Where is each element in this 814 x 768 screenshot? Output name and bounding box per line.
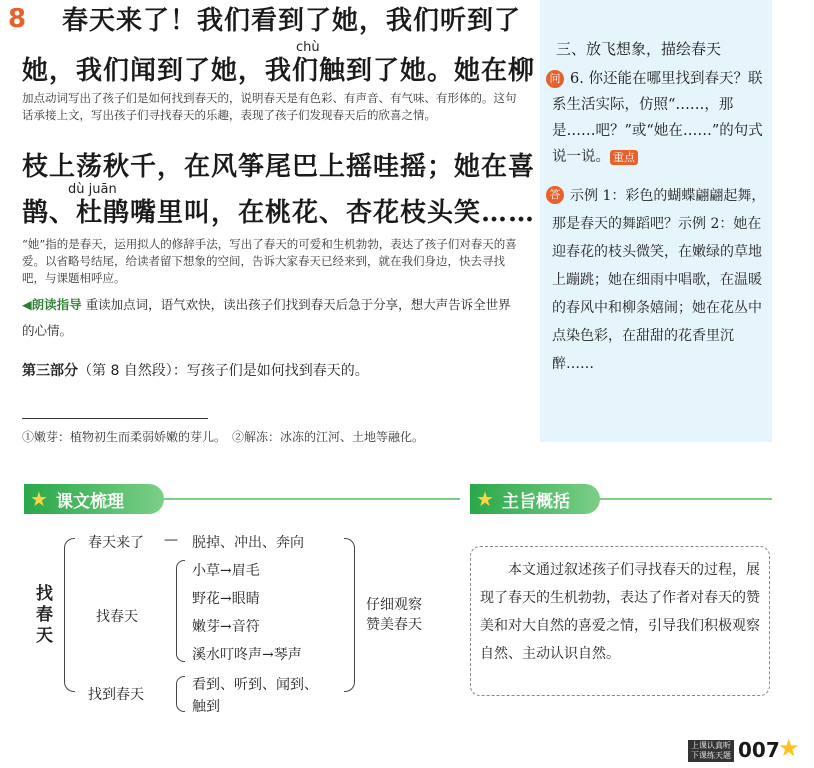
footer-slogan-1: 上课认真听 <box>691 741 731 750</box>
question-text <box>552 66 768 170</box>
pinyin-dujuan: dù juān <box>68 182 117 197</box>
annotation-1: 加点动词写出了孩子们是如何找到春天的，说明春天是有色彩、有声音、有气味、有形体的。这句话承接上文，写出孩子们寻找春天的乐趣，表现了孩子们发现春天后的欣喜之情。 <box>22 91 517 122</box>
footnote: ①嫩芽：植物初生而柔弱娇嫩的芽儿。 ②解冻：冰冻的江河、土地等融化。 <box>22 430 425 444</box>
section-divider-2 <box>596 498 772 500</box>
main-line-3: 枝上荡秋千，在风筝尾巴上摇哇摇；她在喜 <box>22 152 536 182</box>
question-icon: 问 <box>546 70 564 88</box>
leaf-2: 小草→眉毛 <box>192 563 260 579</box>
leaf-4: 嫩芽→音符 <box>192 619 260 635</box>
outline-root: 找春天 <box>32 584 52 647</box>
summary-header-label: 主旨概括 <box>502 491 570 512</box>
reading-guide-text: 重读加点词，语气欢快，读出孩子们找到春天后急于分享，想大声告诉全世界的心情。 <box>22 297 511 338</box>
conclusion-1: 仔细观察 <box>366 597 422 613</box>
main-line-1: 春天来了！我们看到了她，我们听到了 <box>62 6 522 36</box>
outline-header-label: 课文梳理 <box>56 491 124 512</box>
reading-guide <box>22 292 522 344</box>
star-icon: ★ <box>476 487 494 511</box>
part3-heading <box>22 360 369 380</box>
main-line-2: 她，我们闻到了她，我们触到了她。她在柳 <box>22 56 536 86</box>
part3-paren: （第 8 自然段） <box>78 363 173 379</box>
main-line-4: 鹊、杜鹃嘴里叫，在桃花、杏花枝头笑…… <box>22 198 536 228</box>
leaf-6: 看到、听到、闻到、 <box>192 677 318 693</box>
footer-slogan-2: 下课练天题 <box>691 751 731 760</box>
page-number: 007 <box>738 738 780 762</box>
leaf-5: 溪水叮咚声→琴声 <box>192 647 302 663</box>
node-spring-came: 春天来了 <box>88 535 144 551</box>
speaker-icon: ◀ <box>22 297 32 312</box>
conclusion-brace <box>344 538 355 692</box>
answer-text: 示例 1：彩色的蝴蝶翩翩起舞，那是春天的舞蹈吧？示例 2：她在迎春花的枝头微笑，在嫩绿的草地上蹦跳；她在细雨中唱歌，在温暖的春风中和柳条嬉闹；她在花丛中点染色彩，在甜甜的花香里沉醉…… <box>552 188 766 372</box>
leaf-7: 触到 <box>192 699 220 715</box>
section-divider-1 <box>160 498 460 500</box>
node-find-spring: 找春天 <box>96 609 138 625</box>
part3-label: 第三部分 <box>22 363 78 379</box>
star-icon: ★ <box>30 487 48 511</box>
footnote-divider <box>22 418 208 419</box>
leaf-1: 脱掉、冲出、奔向 <box>192 535 304 551</box>
pinyin-chu: chù <box>296 40 320 55</box>
panel-title: 三、放飞想象，描绘春天 <box>556 40 722 58</box>
reading-guide-tag: 朗读指导 <box>31 297 82 312</box>
dash-1: — <box>164 532 178 548</box>
answer-icon: 答 <box>546 186 564 204</box>
conclusion-2: 赞美春天 <box>366 617 422 633</box>
summary-header <box>470 484 600 514</box>
found-brace <box>176 676 185 712</box>
outline-header <box>24 484 164 514</box>
footer-slogan <box>688 740 734 762</box>
part3-text: ：写孩子们是如何找到春天的。 <box>172 363 369 379</box>
paragraph-number: 8 <box>8 4 27 34</box>
root-brace <box>64 538 75 692</box>
question-body: 6. 你还能在哪里找到春天？联系生活实际，仿照“……，那是……吧？”或“她在……”的句式说一说。 <box>552 71 763 165</box>
star-mascot-icon: ★ <box>778 734 800 762</box>
leaf-3: 野花→眼睛 <box>192 591 260 607</box>
summary-text: 本文通过叙述孩子们寻找春天的过程，展现了春天的生机勃勃，表达了作者对春天的赞美和对大自然的喜爱之情，引导我们积极观察自然、主动认识自然。 <box>480 562 760 662</box>
key-point-badge: 重点 <box>610 150 638 165</box>
node-found-spring: 找到春天 <box>88 687 144 703</box>
find-brace <box>176 560 185 662</box>
annotation-2: “她”指的是春天，运用拟人的修辞手法，写出了春天的可爱和生机勃勃，表达了孩子们对春天的喜爱。以省略号结尾，给读者留下想象的空间，告诉大家春天已经来到，就在我们身边，快去寻找吧，与课题相呼应。 <box>22 237 517 285</box>
